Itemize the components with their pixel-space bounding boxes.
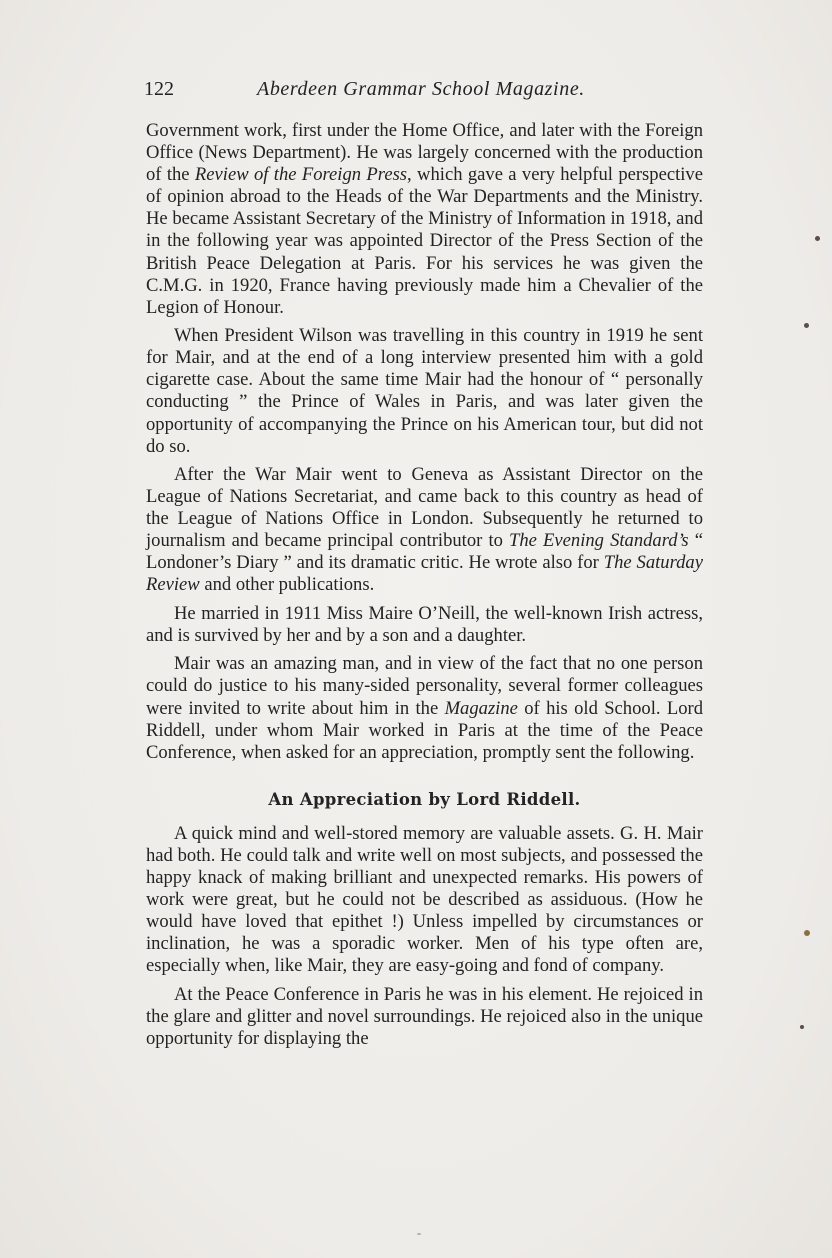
paragraph-after-the-war — [146, 464, 703, 597]
paragraph-text: Mair was an amazing man, and in view of the fact that no one person could do justice to his many-sided personality, several former colleagues were invited to write about him in the — [146, 653, 703, 719]
paragraph-peace-conference: At the Peace Conference in Paris he was in his element. He rejoiced in the glare and glitter and novel surroundings. He rejoiced also in the unique opportunity for displaying the — [146, 983, 703, 1050]
paragraph-amazing-man — [146, 653, 703, 763]
ink-speck — [804, 930, 810, 936]
paragraph-president-wilson: When President Wilson was travelling in this country in 1919 he sent for Mair, and at the end of a long interview presented him with a gold cigarette case. About the same time Mair had the honour of “ personally conducting ” the Prince of Wales in Paris, and was later given the opportunity of accompanying the Prince on his American tour, but did not do so. — [146, 325, 703, 457]
ink-speck — [815, 236, 820, 241]
journal-title: Aberdeen Grammar School Magazine. — [257, 78, 585, 100]
running-head — [144, 78, 704, 104]
page-number: 122 — [144, 78, 174, 100]
italic-title-evening-standard: The Evening Standard’s — [509, 530, 689, 552]
paragraph-text: After the War Mair went to Geneva as Assistant Director on the League of Nations Secretariat, and came back to this country as head of the League of Nations Office in London. Subsequently he returned to journalism and became principal contributor to — [146, 464, 703, 552]
italic-title-magazine: Magazine — [444, 697, 518, 719]
section-heading: An Appreciation by Lord Riddell. — [268, 789, 581, 809]
italic-title-review-of-foreign-press: Review of the Foreign Press — [194, 164, 408, 186]
paragraph-text: Government work, first under the Home Office, and later with the Foreign Office (News Department). He was largely concerned with the production of the — [146, 120, 703, 186]
italic-title-saturday-review: The Saturday Review — [146, 552, 703, 596]
paragraph-text: of his old School. Lord Riddell, under whom Mair worked in Paris at the time of the Peace Conference, when asked for an appreciation, promptly sent the following. — [146, 697, 703, 763]
ink-speck — [804, 323, 809, 328]
paragraph-text: “ Londoner’s Diary ” and its dramatic critic. He wrote also for — [146, 530, 703, 574]
ink-speck — [417, 1233, 421, 1235]
article-body — [146, 120, 703, 1056]
paragraph-text: , which gave a very helpful perspective of opinion abroad to the Heads of the War Departments and the Ministry. He became Assistant Secretary of the Ministry of Information in 1918, and in the following year was appointed Director of the Press Section of the British Peace Delegation at Paris. For his services he was given the C.M.G. in 1920, France having previously made him a Chevalier of the Legion of Honour. — [146, 164, 703, 318]
paragraph-text: and other publications. — [199, 574, 375, 596]
paragraph-government-work — [146, 120, 703, 319]
ink-speck — [800, 1025, 804, 1029]
paragraph-marriage: He married in 1911 Miss Maire O’Neill, the well-known Irish actress, and is survived by her and by a son and a daughter. — [146, 602, 703, 646]
paragraph-quick-mind: A quick mind and well-stored memory are valuable assets. G. H. Mair had both. He could talk and write well on most subjects, and possessed the happy knack of making brilliant and unexpected remarks. His powers of work were great, but he could not be described as assiduous. (How he would have loved that epithet !) Unless impelled by circumstances or inclination, he was a sporadic worker. Men of his type often are, especially when, like Mair, they are easy-going and fond of company. — [146, 822, 703, 977]
